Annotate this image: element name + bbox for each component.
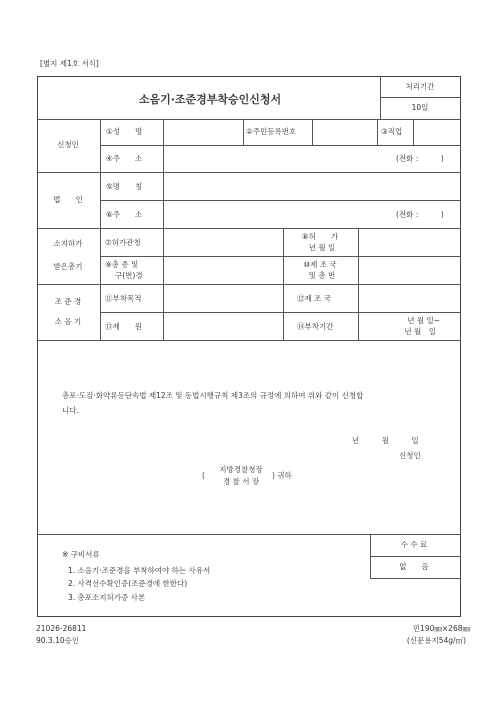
- label-maker-1: ⑩제 조 국: [303, 260, 337, 269]
- divider: [37, 340, 461, 341]
- label-corp-name: ⑤명 칭: [106, 182, 143, 191]
- address-field[interactable]: [165, 147, 391, 170]
- divider: [100, 119, 101, 340]
- section-corporation: 법 인: [53, 195, 83, 204]
- form-number: [별지 제1호 서식]: [40, 59, 99, 68]
- label-job: ③직업: [381, 127, 403, 136]
- resident-number-field[interactable]: [314, 121, 375, 143]
- label-name: ①성 명: [106, 127, 143, 136]
- section-permit-line2: 받은총기: [53, 262, 83, 271]
- label-spec: ⑬제 원: [105, 322, 142, 331]
- fee-value: 없 음: [399, 562, 429, 571]
- spec-field[interactable]: [165, 314, 281, 338]
- attachment-item: 2. 사격선수확인증(조준경에 한한다): [68, 579, 188, 588]
- divider: [243, 119, 244, 145]
- label-address: ④주 소: [106, 154, 143, 163]
- footer-approval: 90.3.10승인: [36, 636, 80, 645]
- footer-code: 21026-26811: [36, 624, 87, 633]
- gun-type-field[interactable]: [165, 258, 281, 282]
- processing-period-label: 처리기간: [405, 82, 435, 91]
- attachment-item: 3. 총포소지허가증 사본: [68, 593, 146, 602]
- processing-period-value: 10일: [411, 103, 429, 112]
- divider: [37, 534, 461, 535]
- attachments-heading: ※ 구비서류: [62, 550, 100, 559]
- corp-phone: (전화 : ): [396, 210, 444, 219]
- corp-address-field[interactable]: [165, 202, 391, 226]
- label-permit-office: ⑦허가관청: [105, 238, 141, 247]
- period-value-line1: 년 월 일~: [407, 316, 440, 325]
- corp-name-field[interactable]: [165, 174, 459, 198]
- country-field[interactable]: [360, 286, 459, 310]
- applicant-phone: (전화 : ): [396, 154, 444, 163]
- divider: [358, 228, 359, 340]
- signer-label: 신청인: [399, 451, 421, 460]
- divider: [100, 256, 461, 257]
- divider: [100, 312, 461, 313]
- period-value-line2: 년 월 일: [404, 327, 436, 336]
- divider: [377, 119, 378, 145]
- label-maker-2: 및 총 번: [308, 271, 336, 280]
- divider: [380, 97, 461, 98]
- addressee-open: (: [202, 471, 205, 480]
- divider: [163, 119, 164, 340]
- fee-label: 수 수 료: [400, 540, 428, 549]
- addressee-line2: 경 찰 서 장: [222, 477, 260, 486]
- addressee-line1: 지방경찰청장: [219, 465, 263, 474]
- section-scope-line2: 소 음 기: [54, 317, 82, 326]
- label-country: ⑫제 조 국: [297, 294, 332, 303]
- section-scope-line1: 조 준 경: [54, 297, 82, 306]
- divider: [312, 119, 313, 145]
- divider: [370, 578, 461, 579]
- label-gun-type-2: 구(번)경: [115, 271, 143, 280]
- application-date: 년 월 일: [352, 436, 419, 445]
- section-permit-line1: 소지허가: [53, 239, 83, 248]
- addressee-close: ) 귀하: [272, 471, 292, 480]
- divider: [283, 228, 284, 340]
- statement-line1: 총포·도검·화약류등단속법 제12조 및 동법시행규칙 제3조의 규정에 의하여 위와 같이 신청합: [62, 391, 364, 400]
- permit-office-field[interactable]: [165, 230, 281, 254]
- name-field[interactable]: [165, 121, 241, 143]
- divider: [370, 556, 461, 557]
- label-corp-address: ⑥주 소: [106, 210, 143, 219]
- label-permit-date-1: ⑧허 가: [301, 232, 339, 241]
- attachment-item: 1. 소음기·조준경을 부착하여야 하는 사유서: [68, 566, 211, 575]
- job-field[interactable]: [415, 121, 459, 143]
- label-gun-type-1: ⑨총 종 및: [105, 260, 139, 269]
- label-resident-number: ②주민등록번호: [246, 127, 297, 136]
- divider: [100, 200, 461, 201]
- purpose-field[interactable]: [165, 286, 281, 310]
- divider: [413, 119, 414, 145]
- statement-line2: 니다.: [62, 406, 79, 415]
- footer-paper: (신문용지54g/㎡): [406, 636, 466, 645]
- form-title: 소음기·조준경부착승인신청서: [138, 93, 282, 106]
- section-applicant: 신청인: [57, 140, 79, 149]
- label-purpose: ⑪부착목적: [105, 294, 142, 303]
- maker-field[interactable]: [360, 258, 459, 282]
- label-permit-date-2: 년 월 일: [308, 243, 336, 252]
- label-period: ⑭부착기간: [297, 322, 334, 331]
- divider: [100, 145, 461, 146]
- permit-date-field[interactable]: [360, 230, 459, 254]
- footer-size: 민190㎜×268㎜: [412, 624, 470, 633]
